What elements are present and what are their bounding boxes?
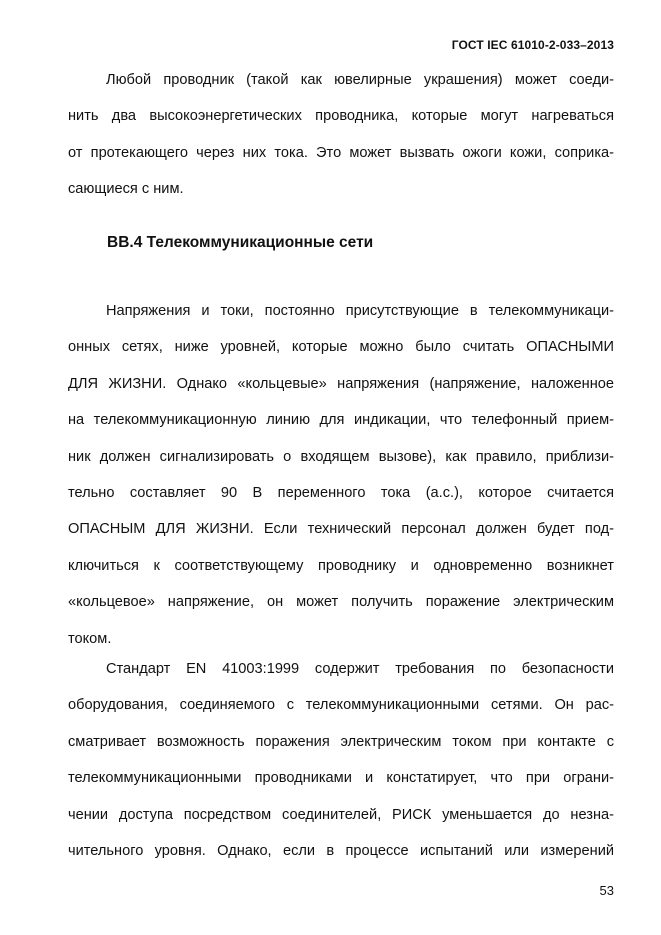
paragraph-line: телекоммуникационными проводниками и констатирует, что при ограни- [68,770,614,787]
paragraph-line: на телекоммуникационную линию для индикации, что телефонный прием- [68,412,614,429]
paragraph-line: Стандарт EN 41003:1999 содержит требования по безопасности [106,661,614,677]
paragraph-line: «кольцевое» напряжение, он может получить поражение электрическим [68,594,614,611]
paragraph-line: сающиеся с ним. [68,181,184,198]
paragraph-en-41003 [68,651,614,869]
paragraph-line: сматривает возможность поражения электрическим током при контакте с [68,733,614,750]
paragraph-line: онных сетях, ниже уровней, которые можно было считать ОПАСНЫМИ [68,339,614,356]
paragraph-line: ключиться к соответствующему проводнику и одновременно возникнет [68,557,614,574]
paragraph-line: оборудования, соединяемого с телекоммуникационными сетями. Он рас- [68,697,614,714]
paragraph-line: чении доступа посредством соединителей, РИСК уменьшается до незна- [68,806,614,823]
paragraph-line: ОПАСНЫМ ДЛЯ ЖИЗНИ. Если технический персонал должен будет под- [68,521,614,538]
paragraph-line: чительного уровня. Однако, если в процессе испытаний или измерений [68,842,614,859]
section-heading: ВВ.4 Телекоммуникационные сети [107,234,374,251]
paragraph-line: тельно составляет 90 В переменного тока (a.c.), которое считается [68,484,614,501]
paragraph-ringing-voltages [68,293,614,657]
document-header: ГОСТ IEC 61010-2-033–2013 [451,38,614,52]
paragraph-line: ник должен сигнализировать о входящем вызове), как правило, приблизи- [68,448,614,465]
paragraph-line: Напряжения и токи, постоянно присутствующие в телекоммуникаци- [106,303,614,319]
paragraph-jewelry-conductors [68,62,614,208]
paragraph-line: Любой проводник (такой как ювелирные украшения) может соеди- [106,72,614,88]
paragraph-line: током. [68,630,112,647]
page-number: 53 [599,883,614,898]
paragraph-line: от протекающего через них тока. Это может вызвать ожоги кожи, соприка- [68,144,614,161]
paragraph-line: ДЛЯ ЖИЗНИ. Однако «кольцевые» напряжения (напряжение, наложенное [68,375,614,392]
paragraph-line: нить два высокоэнергетических проводника, которые могут нагреваться [68,108,614,125]
